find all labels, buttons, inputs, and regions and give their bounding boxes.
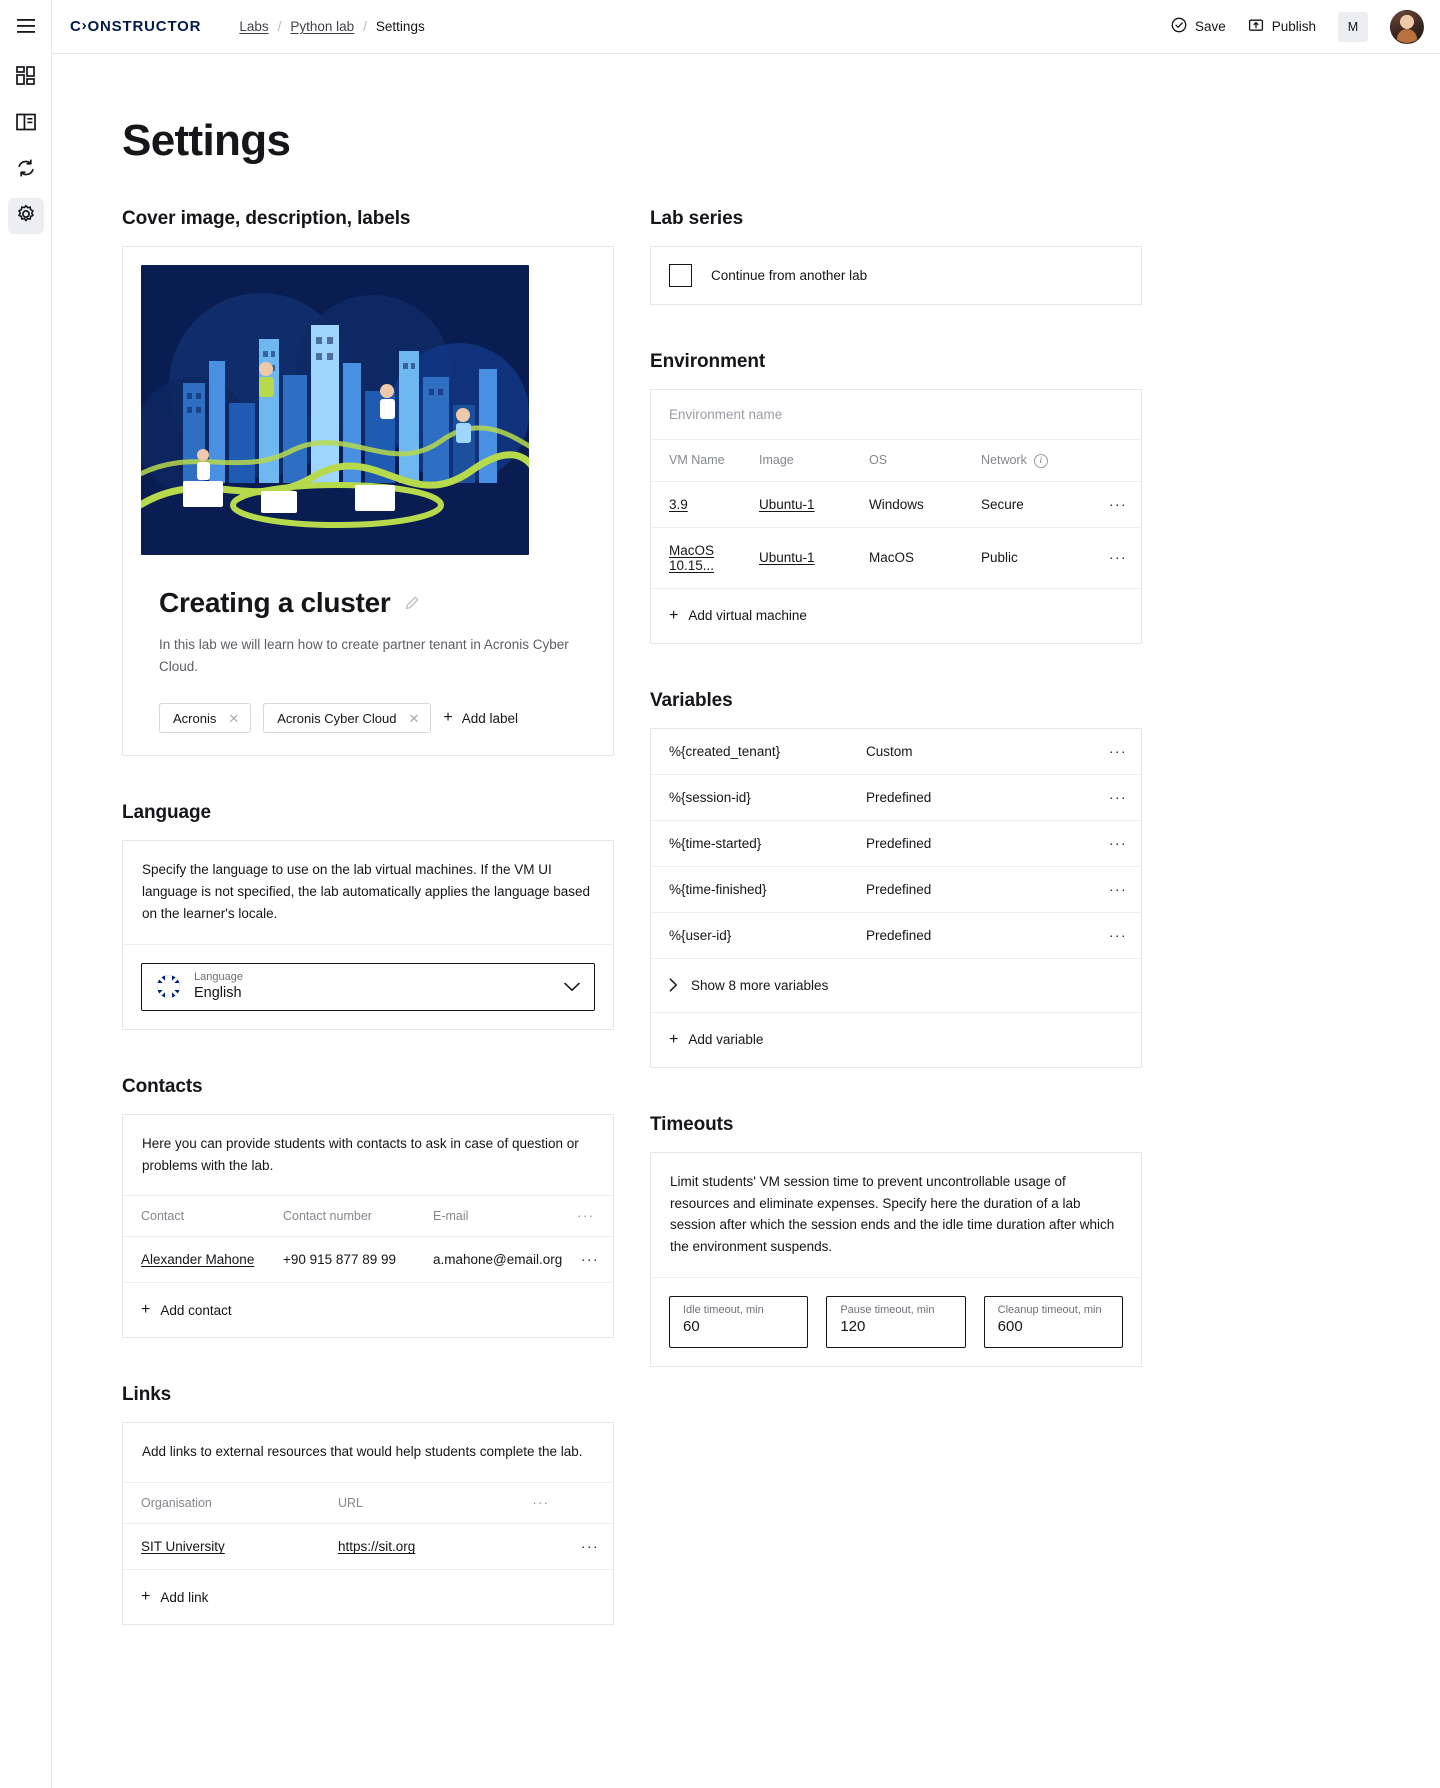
- vm-image-link[interactable]: Ubuntu-1: [759, 496, 815, 512]
- vm-image-cell: [759, 527, 869, 588]
- breadcrumb: [239, 19, 424, 34]
- pause-timeout-field[interactable]: [826, 1296, 965, 1348]
- pause-timeout-label: Pause timeout, min: [840, 1304, 935, 1317]
- breadcrumb-separator: /: [363, 19, 367, 34]
- row-menu-icon[interactable]: ···: [1091, 912, 1141, 958]
- vm-os-cell: Windows: [869, 481, 981, 527]
- table-row: [651, 912, 1141, 958]
- show-more-variables-label: Show 8 more variables: [691, 977, 829, 993]
- section-title-links: Links: [122, 1384, 172, 1406]
- lab-description: In this lab we will learn how to create partner tenant in Acronis Cyber Cloud.: [159, 637, 569, 674]
- variable-name-cell: %{created_tenant}: [651, 729, 866, 775]
- idle-timeout-label: Idle timeout, min: [683, 1304, 764, 1317]
- add-contact-label: Add contact: [160, 1302, 232, 1318]
- variables-table-body: [651, 729, 1141, 959]
- pause-timeout-value: 120: [840, 1318, 866, 1336]
- contacts-card: [122, 1114, 614, 1339]
- lab-series-row: [651, 247, 1141, 304]
- close-icon[interactable]: ✕: [228, 710, 240, 726]
- pencil-icon[interactable]: [404, 595, 420, 611]
- plus-icon: +: [669, 1030, 679, 1048]
- label-chip-text: Acronis Cyber Cloud: [277, 710, 397, 726]
- vm-os-cell: MacOS: [869, 527, 981, 588]
- rail-items: [8, 60, 44, 234]
- environment-table-body: [651, 481, 1141, 588]
- uk-flag-icon: [157, 975, 180, 998]
- column-header-image: Image: [759, 440, 869, 481]
- label-chip-acronis-cyber-cloud[interactable]: [263, 703, 431, 733]
- spacer: [122, 1338, 614, 1384]
- plus-icon: +: [141, 1588, 151, 1606]
- lab-series-card: [650, 246, 1142, 305]
- timeouts-note: Limit students' VM session time to prevent uncontrollable usage of resources and eliminate expenses. Specify here the duration of a lab session after which the session ends and the idle time duration after which the environment suspends.: [651, 1153, 1141, 1278]
- lab-title-row: [159, 587, 595, 619]
- add-label-button[interactable]: [443, 710, 518, 726]
- column-header-organisation: Organisation: [123, 1483, 338, 1524]
- vm-name-cell: [651, 481, 759, 527]
- contact-name-cell: [123, 1237, 283, 1283]
- variable-name-cell: %{user-id}: [651, 912, 866, 958]
- add-virtual-machine-label: Add virtual machine: [688, 608, 807, 624]
- language-field-label: Language: [194, 971, 243, 984]
- contacts-table: [123, 1196, 613, 1283]
- right-column: [650, 208, 1142, 1367]
- publish-label: Publish: [1271, 19, 1316, 34]
- column-header-os: OS: [869, 440, 981, 481]
- links-table-head: [123, 1483, 613, 1524]
- hamburger-icon[interactable]: [0, 0, 52, 52]
- labels-row: [159, 703, 595, 733]
- contacts-table-body: [123, 1237, 613, 1283]
- row-menu-icon[interactable]: ···: [1089, 527, 1141, 588]
- links-card: [122, 1422, 614, 1625]
- save-label: Save: [1194, 19, 1226, 34]
- environment-card: [650, 389, 1142, 644]
- contact-number-cell: +90 915 877 89 99: [283, 1237, 433, 1283]
- vm-name-link[interactable]: 3.9: [669, 496, 688, 512]
- variable-name-cell: %{time-finished}: [651, 866, 866, 912]
- language-note: Specify the language to use on the lab virtual machines. If the VM UI language is not specified, the lab automatically applies the language based on the learner's locale.: [123, 841, 613, 945]
- page-content: [52, 54, 1440, 1625]
- cleanup-timeout-label: Cleanup timeout, min: [997, 1304, 1102, 1317]
- spacer: [122, 1030, 614, 1076]
- continue-from-another-lab-label: Continue from another lab: [711, 268, 868, 283]
- label-chip-acronis[interactable]: [159, 703, 251, 733]
- add-variable-button[interactable]: [651, 1013, 1141, 1067]
- save-button[interactable]: [1171, 17, 1226, 36]
- table-header-row: [123, 1196, 613, 1237]
- contacts-header-menu-icon[interactable]: ···: [577, 1196, 613, 1237]
- timeout-fields: [651, 1278, 1141, 1366]
- variable-kind-cell: Predefined: [866, 912, 1091, 958]
- spacer: [122, 756, 614, 802]
- brand-logo[interactable]: [70, 18, 201, 35]
- row-menu-icon[interactable]: ···: [1091, 820, 1141, 866]
- brand-text: C›ONSTRUCTOR: [70, 17, 202, 35]
- chevron-down-icon[interactable]: [564, 982, 580, 992]
- add-contact-button[interactable]: [123, 1283, 613, 1337]
- label-chip-text: Acronis: [173, 710, 217, 726]
- section-title-lab-series: Lab series: [650, 208, 744, 229]
- refresh-icon: [16, 158, 36, 183]
- language-value: English: [194, 985, 242, 1002]
- variable-name-cell: %{session-id}: [651, 774, 866, 820]
- variable-kind-cell: Custom: [866, 729, 1091, 775]
- language-select[interactable]: [141, 963, 595, 1011]
- add-variable-label: Add variable: [688, 1032, 764, 1048]
- link-url-link[interactable]: https://sit.org: [338, 1539, 416, 1555]
- show-more-variables-button[interactable]: [651, 959, 1141, 1013]
- vm-name-link[interactable]: MacOS 10.15...: [669, 542, 715, 573]
- variable-kind-cell: Predefined: [866, 774, 1091, 820]
- row-menu-icon[interactable]: ···: [1091, 866, 1141, 912]
- table-row: [123, 1237, 613, 1283]
- link-organisation-link[interactable]: SIT University: [141, 1539, 225, 1555]
- table-row: [651, 481, 1141, 527]
- vm-network-cell: Public: [981, 527, 1089, 588]
- plus-icon: +: [443, 709, 453, 727]
- language-select-wrap: [123, 945, 613, 1029]
- spacer: [650, 644, 1142, 690]
- account-initial-badge[interactable]: M: [1338, 12, 1368, 42]
- row-menu-icon[interactable]: ···: [532, 1524, 613, 1570]
- grid-icon: [16, 66, 35, 90]
- idle-timeout-field[interactable]: [669, 1296, 808, 1348]
- table-row: [651, 729, 1141, 775]
- left-column: [122, 208, 614, 1625]
- vm-image-cell: [759, 481, 869, 527]
- add-label-text: Add label: [461, 710, 519, 726]
- breadcrumb-item-python-lab[interactable]: Python lab: [290, 19, 355, 34]
- idle-timeout-value: 60: [683, 1318, 700, 1336]
- column-header-email: E-mail: [433, 1196, 577, 1237]
- links-header-menu-icon[interactable]: ···: [532, 1483, 613, 1524]
- section-title-cover: Cover image, description, labels: [122, 208, 411, 229]
- section-title-timeouts: Timeouts: [650, 1113, 734, 1135]
- vm-network-cell: Secure: [981, 481, 1089, 527]
- cleanup-timeout-value: 600: [997, 1318, 1023, 1336]
- contacts-note: Here you can provide students with contacts to ask in case of question or problems with the lab.: [123, 1115, 613, 1197]
- table-row: [651, 527, 1141, 588]
- section-title-language: Language: [122, 802, 211, 824]
- links-note: Add links to external resources that would help students complete the lab.: [123, 1423, 613, 1483]
- add-virtual-machine-button[interactable]: [651, 589, 1141, 643]
- breadcrumb-item-settings: Settings: [375, 19, 425, 34]
- links-table: [123, 1483, 613, 1570]
- vm-image-link[interactable]: Ubuntu-1: [759, 550, 815, 566]
- environment-header-spacer: [1089, 440, 1141, 481]
- table-header-row: [123, 1483, 613, 1524]
- variables-card: [650, 728, 1142, 1068]
- column-header-url: URL: [338, 1483, 532, 1524]
- gear-icon: [16, 204, 36, 229]
- environment-table: [651, 440, 1141, 589]
- language-card: [122, 840, 614, 1030]
- section-title-variables: Variables: [650, 689, 733, 711]
- link-organisation-cell: [123, 1524, 338, 1570]
- link-url-cell: [338, 1524, 532, 1570]
- top-bar-actions: [1171, 10, 1424, 44]
- cover-image[interactable]: [141, 265, 595, 555]
- section-title-environment: Environment: [650, 351, 766, 372]
- column-header-contact: Contact: [123, 1196, 283, 1237]
- variable-kind-cell: Predefined: [866, 866, 1091, 912]
- table-row: [651, 866, 1141, 912]
- environment-table-head: [651, 440, 1141, 481]
- info-icon[interactable]: i: [1034, 454, 1048, 468]
- sidebar-item-content[interactable]: [8, 106, 44, 142]
- contact-name-link[interactable]: Alexander Mahone: [141, 1252, 255, 1268]
- variable-name-cell: %{time-started}: [651, 820, 866, 866]
- contact-email-cell: a.mahone@email.org: [433, 1237, 577, 1283]
- breadcrumb-separator: /: [277, 19, 282, 34]
- spacer: [650, 1068, 1142, 1114]
- breadcrumb-item-labs[interactable]: Labs: [239, 19, 269, 34]
- table-row: [123, 1524, 613, 1570]
- table-row: [651, 774, 1141, 820]
- add-link-label: Add link: [160, 1589, 209, 1605]
- links-table-body: [123, 1524, 613, 1570]
- environment-name-input[interactable]: Environment name: [651, 390, 1141, 440]
- contacts-table-head: [123, 1196, 613, 1237]
- continue-from-another-lab-checkbox[interactable]: [669, 264, 692, 287]
- variable-kind-cell: Predefined: [866, 820, 1091, 866]
- cleanup-timeout-field[interactable]: [984, 1296, 1123, 1348]
- variables-table: [651, 729, 1141, 959]
- top-bar: [52, 0, 1440, 54]
- left-rail: [0, 0, 52, 1788]
- vm-name-cell: [651, 527, 759, 588]
- check-circle-icon: [1171, 17, 1187, 36]
- sidebar-item-settings[interactable]: [8, 198, 44, 234]
- upload-box-icon: [1248, 17, 1264, 36]
- row-menu-icon[interactable]: ···: [1091, 729, 1141, 775]
- table-row: [651, 820, 1141, 866]
- row-menu-icon[interactable]: ···: [1089, 481, 1141, 527]
- column-header-network-label: Network: [981, 453, 1027, 467]
- table-header-row: [651, 440, 1141, 481]
- close-icon[interactable]: ✕: [408, 710, 420, 726]
- sidebar-item-sync[interactable]: [8, 152, 44, 188]
- sidebar-item-dashboard[interactable]: [8, 60, 44, 96]
- publish-button[interactable]: [1248, 17, 1316, 36]
- column-header-network: [981, 440, 1089, 481]
- row-menu-icon[interactable]: ···: [1091, 774, 1141, 820]
- plus-icon: +: [141, 1301, 151, 1319]
- lab-title: Creating a cluster: [159, 587, 391, 618]
- two-column-layout: [122, 208, 1440, 1625]
- add-link-button[interactable]: [123, 1570, 613, 1624]
- plus-icon: +: [669, 606, 679, 624]
- page-title: Settings: [122, 116, 291, 165]
- avatar[interactable]: [1390, 10, 1424, 44]
- spacer: [650, 305, 1142, 351]
- language-texts: [194, 971, 243, 1002]
- timeouts-card: [650, 1152, 1142, 1367]
- row-menu-icon[interactable]: ···: [577, 1237, 613, 1283]
- section-title-contacts: Contacts: [122, 1075, 203, 1097]
- column-header-contact-number: Contact number: [283, 1196, 433, 1237]
- chevron-right-icon: [669, 978, 678, 992]
- layout-panel-icon: [16, 113, 36, 136]
- column-header-vm-name: VM Name: [651, 440, 759, 481]
- cover-card: [122, 246, 614, 756]
